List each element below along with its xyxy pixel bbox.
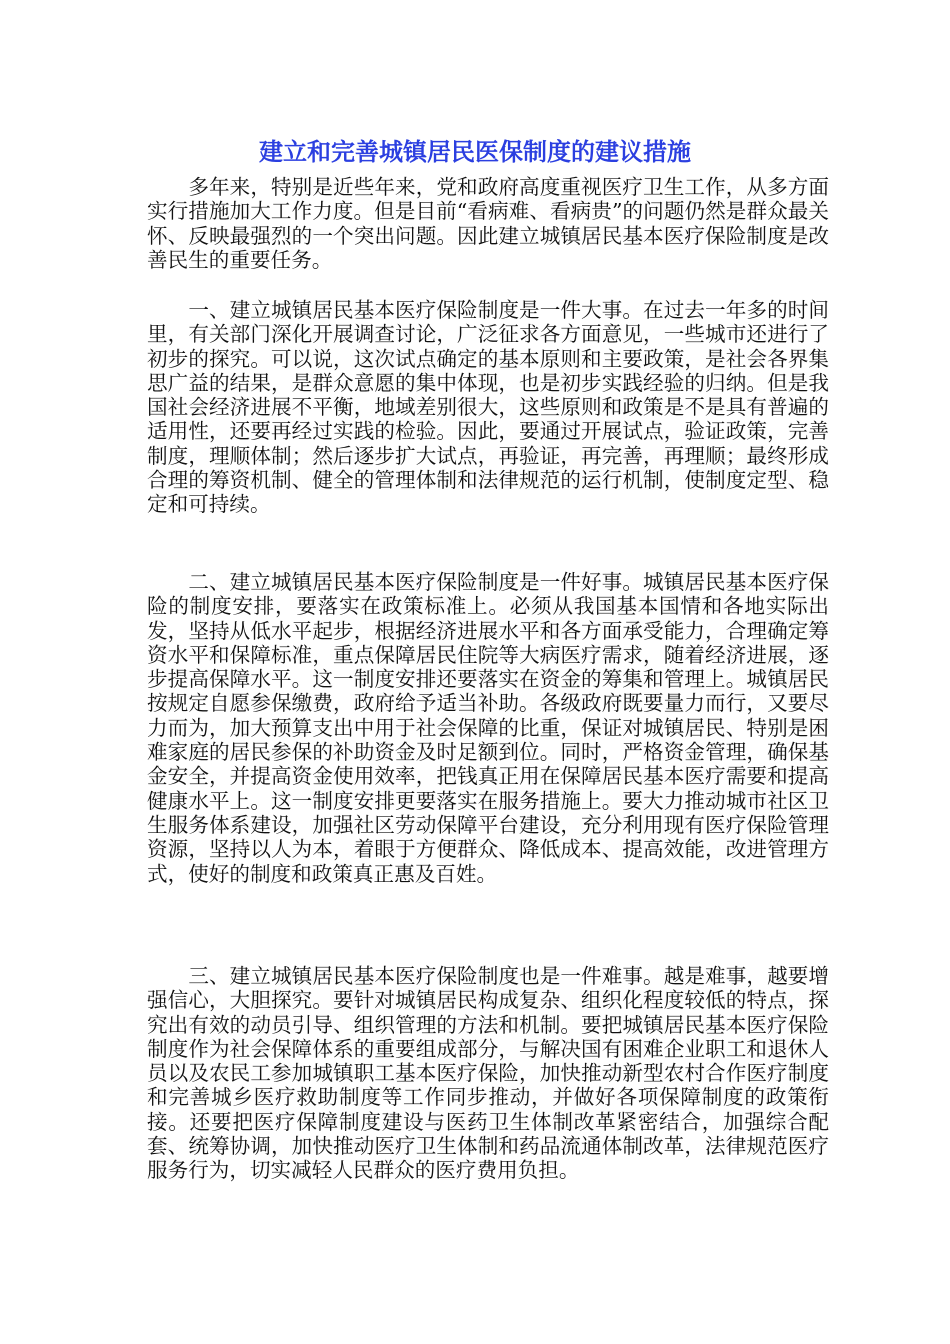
paragraph-section-one: 一、建立城镇居民基本医疗保险制度是一件大事。在过去一年多的时间里，有关部门深化开展调查讨论，广泛征求各方面意见，一些城市还进行了初步的探究。可以说，这次试点确定的基本原则和主要政策，是社会各界集思广益的结果，是群众意愿的集中体现，也是初步实践经验的归纳。但是我国社会经济进展不平衡，地域差别很大，这些原则和政策是不是具有普遍的适用性，还要再经过实践的检验。因此，要通过开展试点，验证政策，完善制度，理顺体制；然后逐步扩大试点，再验证，再完善，再理顺；最终形成合理的筹资机制、健全的管理体制和法律规范的运行机制，使制度定型、稳定和可持续。 <box>147 298 829 517</box>
paragraph-intro: 多年来，特别是近些年来，党和政府高度重视医疗卫生工作，从多方面实行措施加大工作力度。但是目前“看病难、看病贵”的问题仍然是群众最关怀、反映最强烈的一个突出问题。因此建立城镇居民基本医疗保险制度是改善民生的重要任务。 <box>147 175 829 272</box>
paragraph-section-two: 二、建立城镇居民基本医疗保险制度是一件好事。城镇居民基本医疗保险的制度安排，要落实在政策标准上。必须从我国基本国情和各地实际出发，坚持从低水平起步，根据经济进展水平和各方面承受能力，合理确定筹资水平和保障标准，重点保障居民住院等大病医疗需求，随着经济进展，逐步提高保障水平。这一制度安排还要落实在资金的筹集和管理上。城镇居民按规定自愿参保缴费，政府给予适当补助。各级政府既要量力而行，又要尽力而为，加大预算支出中用于社会保障的比重，保证对城镇居民、特别是困难家庭的居民参保的补助资金及时足额到位。同时，严格资金管理，确保基金安全，并提高资金使用效率，把钱真正用在保障居民基本医疗需要和提高健康水平上。这一制度安排更要落实在服务措施上。要大力推动城市社区卫生服务体系建设，加强社区劳动保障平台建设，充分利用现有医疗保险管理资源，坚持以人为本，着眼于方便群众、降低成本、提高效能，改进管理方式，使好的制度和政策真正惠及百姓。 <box>147 570 829 886</box>
paragraph-section-three: 三、建立城镇居民基本医疗保险制度也是一件难事。越是难事，越要增强信心，大胆探究。要针对城镇居民构成复杂、组织化程度较低的特点，探究出有效的动员引导、组织管理的方法和机制。要把城镇居民基本医疗保险制度作为社会保障体系的重要组成部分，与解决国有困难企业职工和退休人员以及农民工参加城镇职工基本医疗保险，加快推动新型农村合作医疗制度和完善城乡医疗救助制度等工作同步推动，并做好各项保障制度的政策衔接。还要把医疗保障制度建设与医药卫生体制改革紧密结合，加强综合配套、统筹协调，加快推动医疗卫生体制和药品流通体制改革，法律规范医疗服务行为，切实减轻人民群众的医疗费用负担。 <box>147 964 829 1183</box>
document-title: 建立和完善城镇居民医保制度的建议措施 <box>259 138 691 166</box>
